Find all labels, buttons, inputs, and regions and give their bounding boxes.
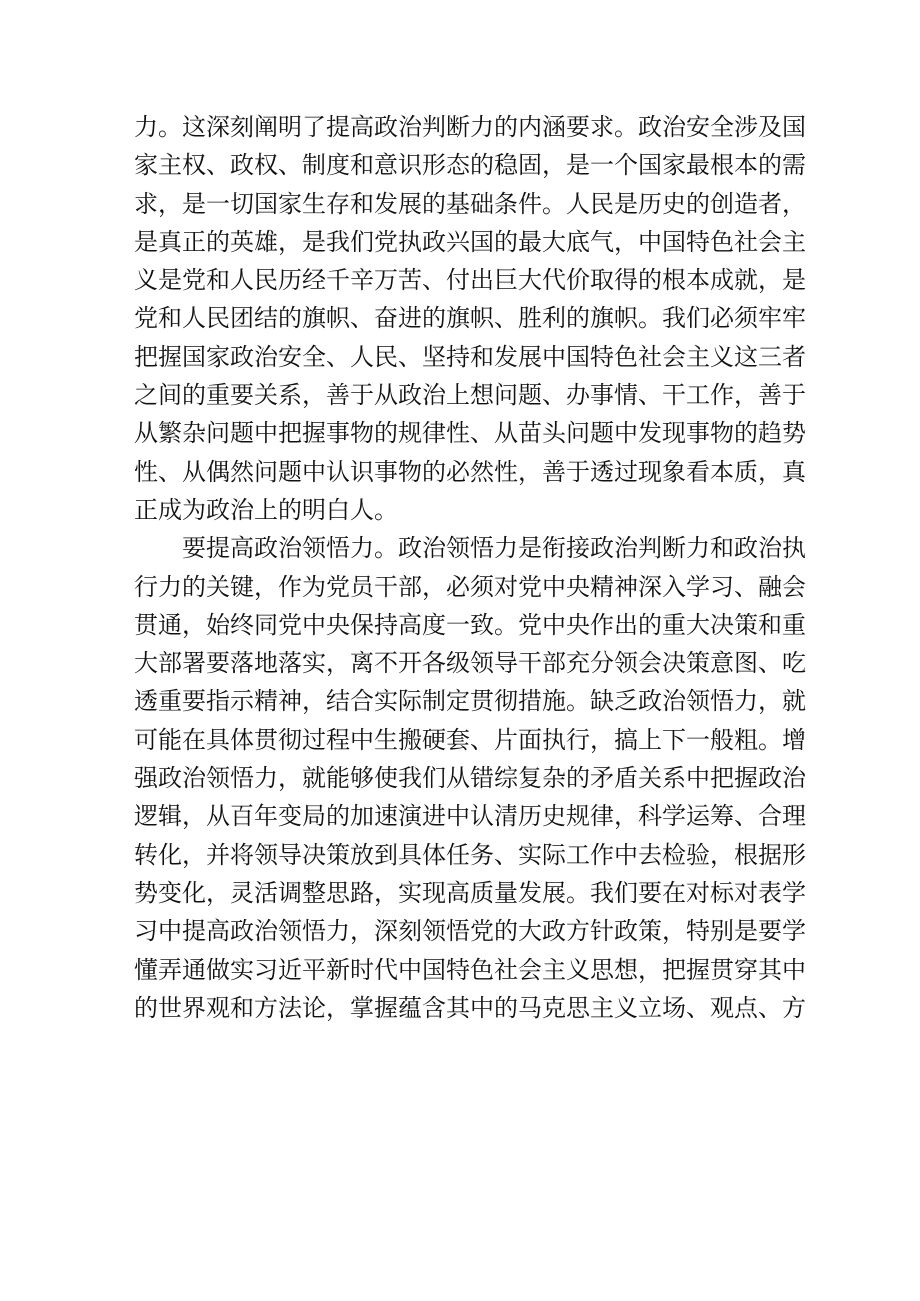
text-line: 党和人民团结的旗帜、奋进的旗帜、胜利的旗帜。我们必须牢牢 xyxy=(134,304,806,333)
text-line: 势变化，灵活调整思路，实现高质量发展。我们要在对标对表学 xyxy=(134,878,806,907)
paragraph-1 xyxy=(134,108,806,529)
document-body xyxy=(134,108,806,1027)
text-line: 贯通，始终同党中央保持高度一致。党中央作出的重大决策和重 xyxy=(134,610,806,639)
text-line: 可能在具体贯彻过程中生搬硬套、片面执行，搞上下一般粗。增 xyxy=(134,725,806,754)
text-line: 的世界观和方法论，掌握蕴含其中的马克思主义立场、观点、方 xyxy=(134,993,806,1022)
text-line: 大部署要落地落实，离不开各级领导干部充分领会决策意图、吃 xyxy=(134,649,806,678)
text-line: 从繁杂问题中把握事物的规律性、从苗头问题中发现事物的趋势 xyxy=(134,419,806,448)
paragraph-2 xyxy=(134,529,806,1027)
text-line: 懂弄通做实习近平新时代中国特色社会主义思想，把握贯穿其中 xyxy=(134,955,806,984)
text-line: 转化，并将领导决策放到具体任务、实际工作中去检验，根据形 xyxy=(134,840,806,869)
text-line: 力。这深刻阐明了提高政治判断力的内涵要求。政治安全涉及国 xyxy=(134,113,806,141)
text-line: 义是党和人民历经千辛万苦、付出巨大代价取得的根本成就，是 xyxy=(134,266,806,295)
text-line: 逻辑，从百年变局的加速演进中认清历史规律，科学运筹、合理 xyxy=(134,802,806,831)
text-line: 正成为政治上的明白人。 xyxy=(134,495,398,524)
text-line: 性、从偶然问题中认识事物的必然性，善于透过现象看本质，真 xyxy=(134,457,806,486)
text-line: 求，是一切国家生存和发展的基础条件。人民是历史的创造者， xyxy=(134,189,806,218)
text-line: 要提高政治领悟力。政治领悟力是衔接政治判断力和政治执 xyxy=(182,534,806,563)
text-line: 家主权、政权、制度和意识形态的稳固，是一个国家最根本的需 xyxy=(134,151,806,180)
text-line: 透重要指示精神，结合实际制定贯彻措施。缺乏政治领悟力，就 xyxy=(134,687,806,716)
text-line: 强政治领悟力，就能够使我们从错综复杂的矛盾关系中把握政治 xyxy=(134,764,806,793)
text-line: 之间的重要关系，善于从政治上想问题、办事情、干工作，善于 xyxy=(134,381,806,410)
text-line: 是真正的英雄，是我们党执政兴国的最大底气，中国特色社会主 xyxy=(134,227,806,256)
text-line: 行力的关键，作为党员干部，必须对党中央精神深入学习、融会 xyxy=(134,572,806,601)
text-line: 把握国家政治安全、人民、坚持和发展中国特色社会主义这三者 xyxy=(134,342,806,371)
text-line: 习中提高政治领悟力，深刻领悟党的大政方针政策，特别是要学 xyxy=(134,917,806,946)
